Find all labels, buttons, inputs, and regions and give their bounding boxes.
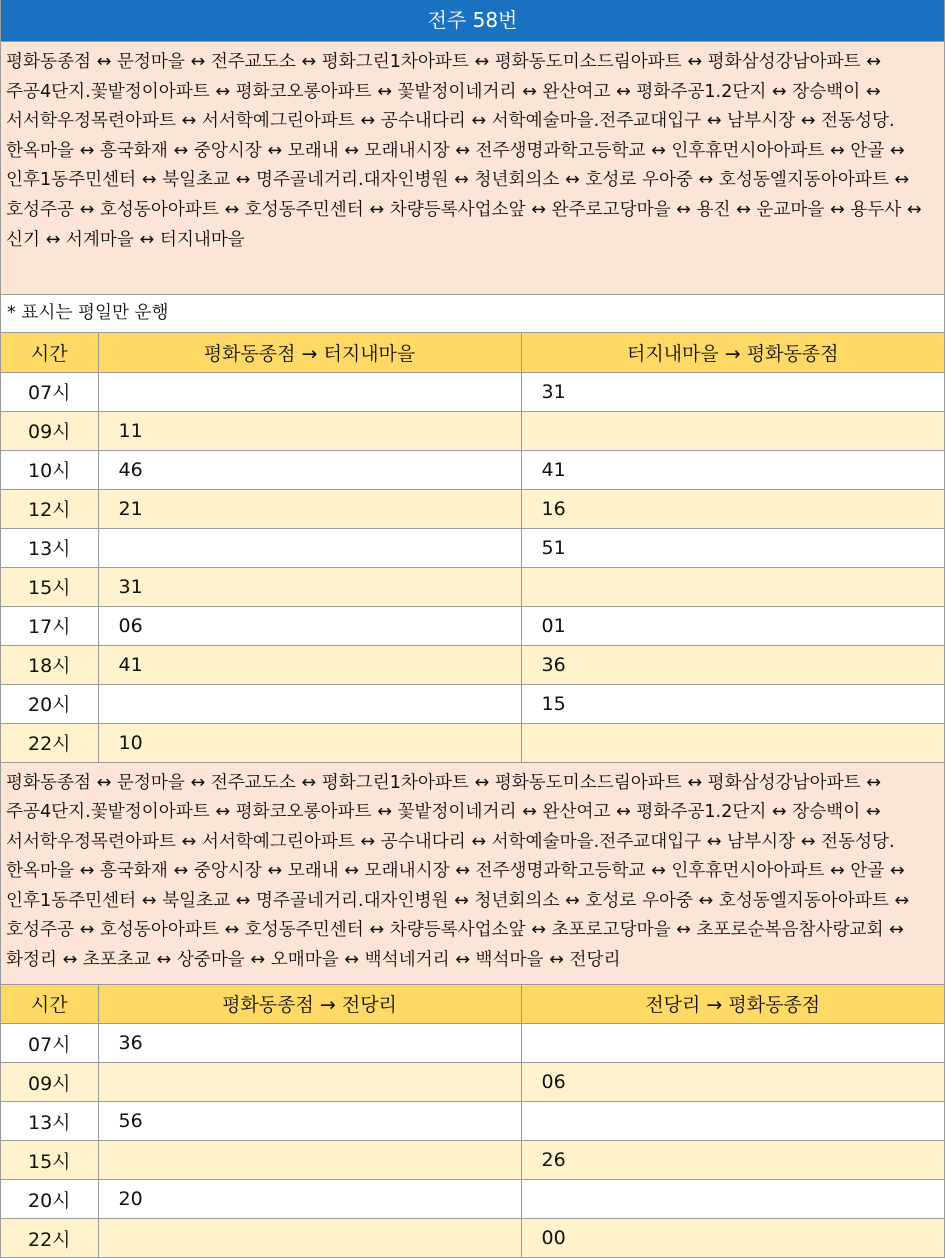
- header-outbound: 평화동종점 → 전당리: [98, 985, 521, 1024]
- inbound-minute-cell: 06: [521, 1063, 944, 1102]
- inbound-minute-cell: 31: [521, 372, 944, 411]
- table-row: [1, 450, 944, 489]
- outbound-minute-cell: [98, 1141, 521, 1180]
- table-header-row: [1, 985, 944, 1024]
- table-row: [1, 1180, 944, 1219]
- inbound-minute-cell: [521, 723, 944, 762]
- table-row: [1, 411, 944, 450]
- table-row: [1, 528, 944, 567]
- time-cell: 18시: [1, 645, 98, 684]
- time-cell: 09시: [1, 1063, 98, 1102]
- time-cell: 20시: [1, 1180, 98, 1219]
- inbound-minute-cell: 00: [521, 1219, 944, 1258]
- inbound-minute-cell: [521, 567, 944, 606]
- outbound-minute-cell: 20: [98, 1180, 521, 1219]
- table-row: [1, 489, 944, 528]
- timetable-2-body: [1, 1024, 944, 1258]
- outbound-minute-cell: 10: [98, 723, 521, 762]
- time-cell: 17시: [1, 606, 98, 645]
- time-cell: 20시: [1, 684, 98, 723]
- time-cell: 13시: [1, 528, 98, 567]
- inbound-minute-cell: 15: [521, 684, 944, 723]
- inbound-minute-cell: 01: [521, 606, 944, 645]
- outbound-minute-cell: 21: [98, 489, 521, 528]
- outbound-minute-cell: [98, 684, 521, 723]
- table-row: [1, 684, 944, 723]
- inbound-minute-cell: 51: [521, 528, 944, 567]
- timetable-2: [1, 985, 944, 1258]
- route-description-2: 평화동종점 ↔ 문정마을 ↔ 전주교도소 ↔ 평화그린1차아파트 ↔ 평화동도미소드림아파트 ↔ 평화삼성강남아파트 ↔ 주공4단지.꽃밭정이아파트 ↔ 평화코오롱아파트 ↔ 꽃밭정이네거리 ↔ 완산여고 ↔ 평화주공1.2단지 ↔ 장승백이 ↔ 서서학우정목련아파트 ↔ 서서학예그린아파트 ↔ 공수내다리 ↔ 서학예술마을.전주교대입구 ↔ 남부시장 ↔ 전동성당.한옥마을 ↔ 흥국화재 ↔ 중앙시장 ↔ 모래내 ↔ 모래내시장 ↔ 전주생명과학고등학교 ↔ 인후휴먼시아아파트 ↔ 안골 ↔ 인후1동주민센터 ↔ 북일초교 ↔ 명주골네거리.대자인병원 ↔ 청년회의소 ↔ 호성로 우아중 ↔ 호성동엘지동아아파트 ↔ 호성주공 ↔ 호성동아아파트 ↔ 호성동주민센터 ↔ 차량등록사업소앞 ↔ 초포로고당마을 ↔ 초포로순복음참사랑교회 ↔ 화정리 ↔ 초포초교 ↔ 상중마을 ↔ 오매마을 ↔ 백석네거리 ↔ 백석마을 ↔ 전당리: [1, 763, 944, 985]
- inbound-minute-cell: [521, 411, 944, 450]
- header-outbound: 평화동종점 → 터지내마을: [98, 333, 521, 372]
- outbound-minute-cell: 06: [98, 606, 521, 645]
- inbound-minute-cell: [521, 1024, 944, 1063]
- header-inbound: 전당리 → 평화동종점: [521, 985, 944, 1024]
- table-row: [1, 1219, 944, 1258]
- time-cell: 09시: [1, 411, 98, 450]
- outbound-minute-cell: 56: [98, 1102, 521, 1141]
- time-cell: 07시: [1, 372, 98, 411]
- table-row: [1, 645, 944, 684]
- outbound-minute-cell: 36: [98, 1024, 521, 1063]
- time-cell: 07시: [1, 1024, 98, 1063]
- header-time: 시간: [1, 333, 98, 372]
- outbound-minute-cell: 41: [98, 645, 521, 684]
- inbound-minute-cell: [521, 1102, 944, 1141]
- timetable-1: [1, 333, 944, 763]
- header-inbound: 터지내마을 → 평화동종점: [521, 333, 944, 372]
- table-row: [1, 1102, 944, 1141]
- time-cell: 10시: [1, 450, 98, 489]
- outbound-minute-cell: [98, 1063, 521, 1102]
- timetable-1-body: [1, 372, 944, 762]
- time-cell: 13시: [1, 1102, 98, 1141]
- time-cell: 22시: [1, 723, 98, 762]
- time-cell: 22시: [1, 1219, 98, 1258]
- time-cell: 15시: [1, 567, 98, 606]
- time-cell: 15시: [1, 1141, 98, 1180]
- outbound-minute-cell: 11: [98, 411, 521, 450]
- table-row: [1, 1024, 944, 1063]
- outbound-minute-cell: [98, 1219, 521, 1258]
- inbound-minute-cell: 41: [521, 450, 944, 489]
- table-row: [1, 567, 944, 606]
- header-time: 시간: [1, 985, 98, 1024]
- table-row: [1, 606, 944, 645]
- table-row: [1, 723, 944, 762]
- page-title: 전주 58번: [1, 0, 944, 42]
- inbound-minute-cell: 26: [521, 1141, 944, 1180]
- route-description-1: 평화동종점 ↔ 문정마을 ↔ 전주교도소 ↔ 평화그린1차아파트 ↔ 평화동도미소드림아파트 ↔ 평화삼성강남아파트 ↔ 주공4단지.꽃밭정이아파트 ↔ 평화코오롱아파트 ↔ 꽃밭정이네거리 ↔ 완산여고 ↔ 평화주공1.2단지 ↔ 장승백이 ↔ 서서학우정목련아파트 ↔ 서서학예그린아파트 ↔ 공수내다리 ↔ 서학예술마을.전주교대입구 ↔ 남부시장 ↔ 전동성당.한옥마을 ↔ 흥국화재 ↔ 중앙시장 ↔ 모래내 ↔ 모래내시장 ↔ 전주생명과학고등학교 ↔ 인후휴먼시아아파트 ↔ 안골 ↔ 인후1동주민센터 ↔ 북일초교 ↔ 명주골네거리.대자인병원 ↔ 청년회의소 ↔ 호성로 우아중 ↔ 호성동엘지동아아파트 ↔ 호성주공 ↔ 호성동아아파트 ↔ 호성동주민센터 ↔ 차량등록사업소앞 ↔ 완주로고당마을 ↔ 용진 ↔ 운교마을 ↔ 용두사 ↔ 신기 ↔ 서계마을 ↔ 터지내마을: [1, 42, 944, 295]
- table-row: [1, 1063, 944, 1102]
- inbound-minute-cell: 36: [521, 645, 944, 684]
- outbound-minute-cell: [98, 372, 521, 411]
- outbound-minute-cell: 31: [98, 567, 521, 606]
- inbound-minute-cell: [521, 1180, 944, 1219]
- table-header-row: [1, 333, 944, 372]
- table-row: [1, 1141, 944, 1180]
- table-row: [1, 372, 944, 411]
- weekday-note: * 표시는 평일만 운행: [1, 295, 944, 333]
- time-cell: 12시: [1, 489, 98, 528]
- outbound-minute-cell: [98, 528, 521, 567]
- outbound-minute-cell: 46: [98, 450, 521, 489]
- inbound-minute-cell: 16: [521, 489, 944, 528]
